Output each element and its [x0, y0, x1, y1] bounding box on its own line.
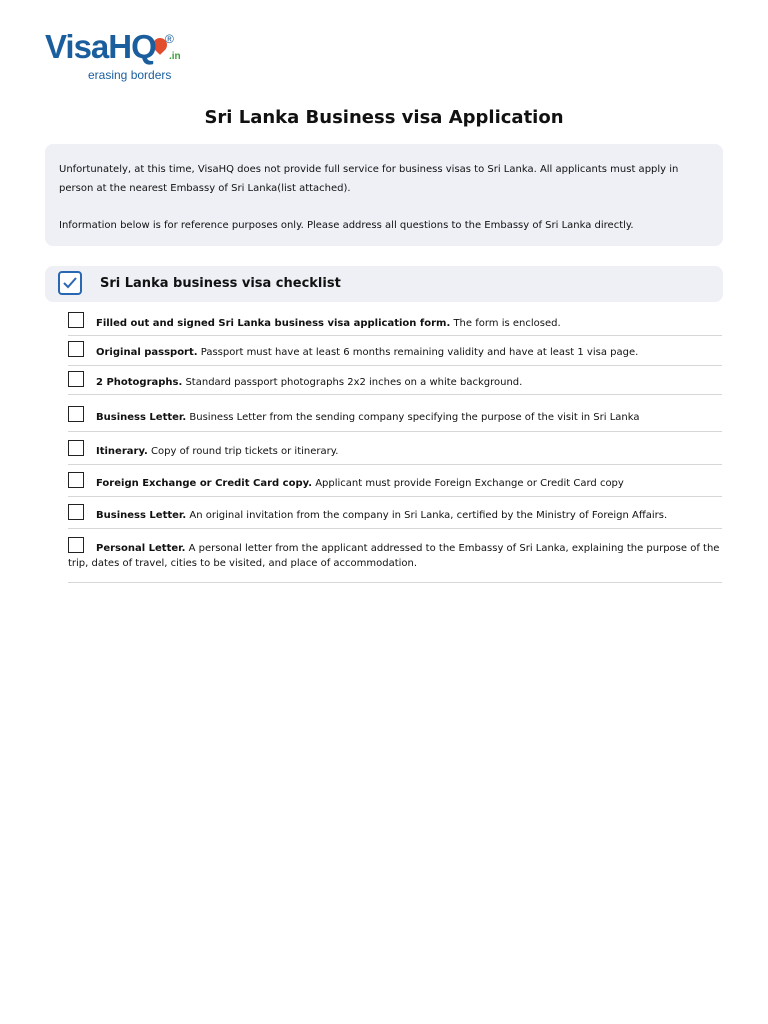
checkbox[interactable] [68, 341, 84, 357]
registered-mark: ® [165, 32, 174, 46]
checkbox[interactable] [68, 537, 84, 553]
checklist-item: Personal Letter. A personal letter from the applicant addressed to the Embassy of Sri Lanka, explaining the purpose of the trip, dates of travel, cities to be visited, and place of accommodation. [68, 537, 722, 583]
notice-panel [45, 144, 723, 246]
checkbox[interactable] [68, 406, 84, 422]
checklist-item: 2 Photographs. Standard passport photographs 2x2 inches on a white background. [68, 371, 722, 395]
checkbox[interactable] [68, 371, 84, 387]
notice-paragraph: Unfortunately, at this time, VisaHQ does not provide full service for business visas to Sri Lanka. All applicants must apply in person at the nearest Embassy of Sri Lanka(list attached). [59, 164, 679, 194]
checkbox[interactable] [68, 504, 84, 520]
checklist-header [45, 266, 723, 302]
checklist-item: Original passport. Passport must have at least 6 months remaining validity and have at least 1 visa page. [68, 341, 722, 366]
checkbox[interactable] [68, 312, 84, 328]
checklist-item: Filled out and signed Sri Lanka business visa application form. The form is enclosed. [68, 312, 722, 336]
logo-wordmark: VisaHQ [45, 28, 156, 65]
checklist-item: Business Letter. Business Letter from the sending company specifying the purpose of the visit in Sri Lanka [68, 406, 722, 432]
page-title: Sri Lanka Business visa Application [204, 107, 564, 128]
logo-tagline: erasing borders [88, 68, 172, 82]
checkbox[interactable] [68, 440, 84, 456]
checklist-item: Business Letter. An original invitation from the company in Sri Lanka, certified by the Ministry of Foreign Affairs. [68, 504, 722, 529]
checkmark-icon [58, 271, 82, 295]
logo-tld: .in [169, 51, 181, 62]
checklist-heading: Sri Lanka business visa checklist [100, 276, 341, 291]
checklist-item: Foreign Exchange or Credit Card copy. Applicant must provide Foreign Exchange or Credit Card copy [68, 472, 722, 497]
checklist-item: Itinerary. Copy of round trip tickets or itinerary. [68, 440, 722, 465]
checkbox[interactable] [68, 472, 84, 488]
visahq-logo[interactable] [45, 28, 215, 88]
notice-paragraph: Information below is for reference purposes only. Please address all questions to the Embassy of Sri Lanka directly. [59, 220, 634, 231]
